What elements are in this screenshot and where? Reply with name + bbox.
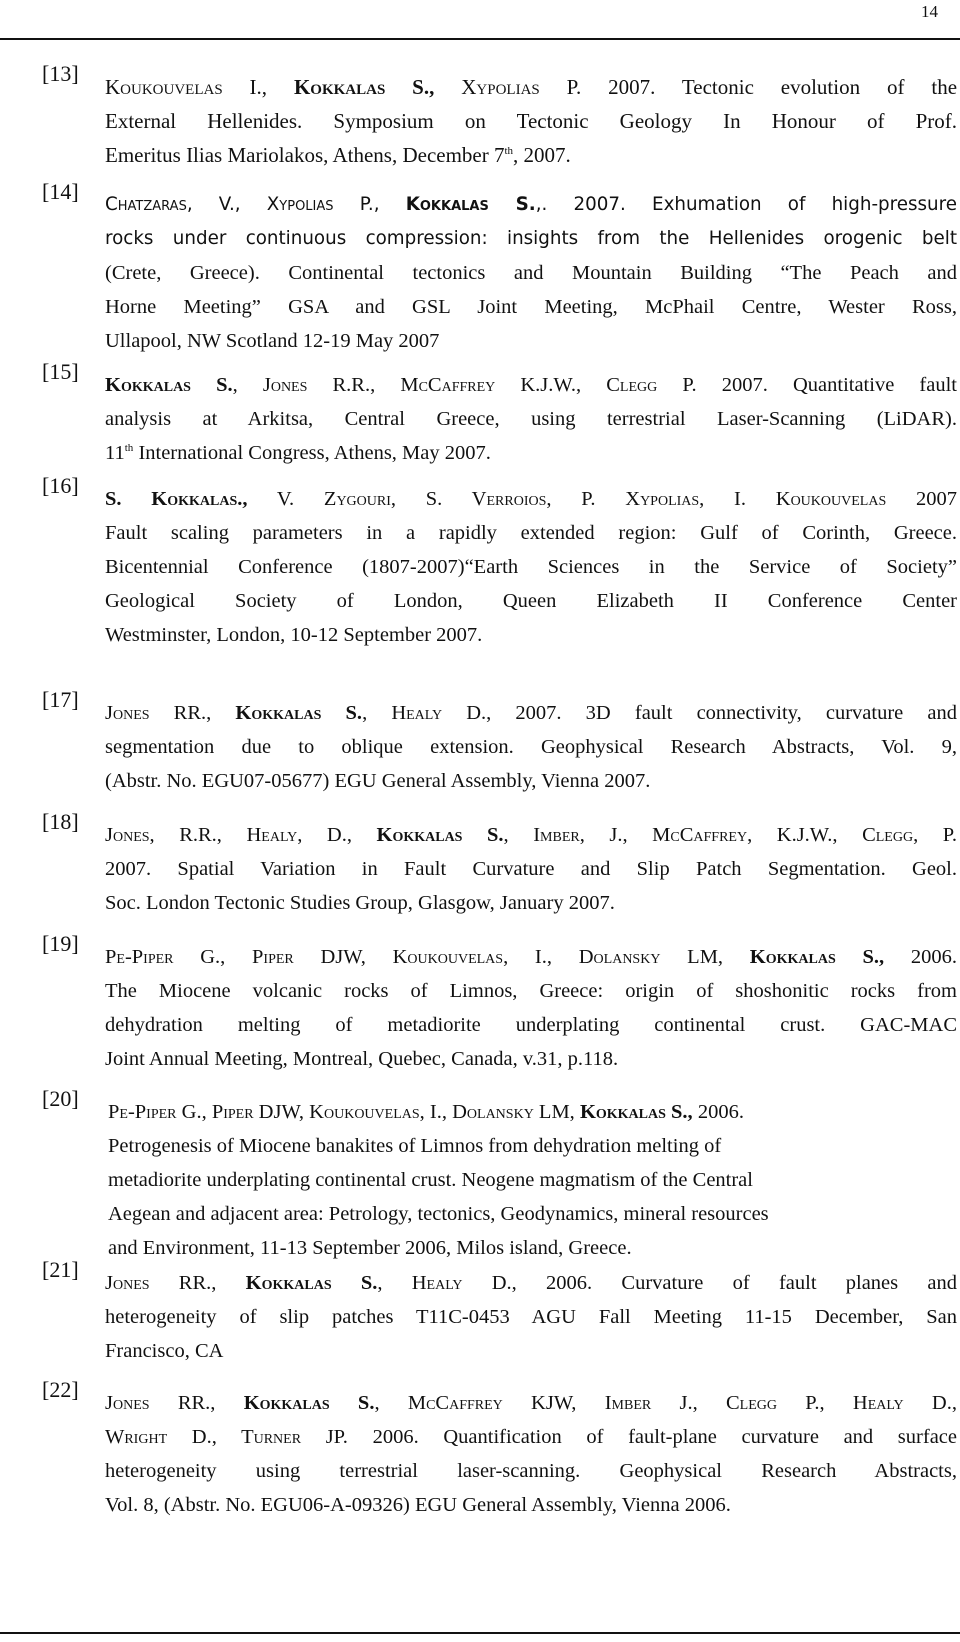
reference-text: Chatzaras, V., Xypolias P., Kokkalas S.,. 2007. Exhumation of high-pressure rocks under continuous compression: insights from the Hellenides orogenic belt (Crete, Greece). Continental tectonics and Mountain Building “The Peach and Horne Meeting” GSA and GSL Joint Meeting, McPhail Centre, Wester Ross, Ullapool, NW Scotland 12-19 May 2007 <box>105 194 957 352</box>
author: , Healy D. <box>362 702 487 724</box>
author: Jones RR., <box>105 1392 244 1414</box>
reference-number: [15] <box>42 359 79 384</box>
reference-number: [16] <box>42 473 79 498</box>
reference-text: Jones RR., Kokkalas S., Healy D., 2006. Curvature of fault planes and heterogeneity of slip patches T11C-0453 AGU Fall Meeting 11-15 December, San Francisco, CA <box>105 1272 957 1362</box>
author-highlight: Kokkalas S., <box>579 1101 693 1123</box>
author: Jones RR., <box>105 702 236 724</box>
reference-number: [19] <box>42 931 79 956</box>
author: Koukouvelas I., <box>105 75 294 99</box>
author-highlight: Kokkalas S. <box>245 1272 378 1294</box>
author: Xypolias P. <box>434 75 582 99</box>
author: Jones RR., <box>105 1272 246 1294</box>
page-number: 14 <box>921 2 938 21</box>
reference-number: [13] <box>42 61 79 86</box>
author: Pe-Piper G., Piper DJW, Koukouvelas, I., Dolansky LM, <box>108 1101 580 1123</box>
author-highlight: Kokkalas S. <box>105 374 233 396</box>
reference-number: [14] <box>42 179 79 204</box>
author: , McCaffrey KJW, Imber J., Clegg P., Healy D., <box>374 1392 957 1414</box>
reference-text: Pe-Piper G., Piper DJW, Koukouvelas, I., Dolansky LM, Kokkalas S., 2006. The Miocene volcanic rocks of Limnos, Greece: origin of shoshonitic rocks from dehydration melting of metadiorite underplating continental crust. GAC-MAC Joint Annual Meeting, Montreal, Quebec, Canada, v.31, p.118. <box>105 946 957 1070</box>
reference-text: Pe-Piper G., Piper DJW, Koukouvelas, I., Dolansky LM, Kokkalas S., 2006. Petrogenesis of Miocene banakites of Limnos from dehydration melting of metadiorite underplating continental crust. Neogene magmatism of the Central Aegean and adjacent area: Petrology, tectonics, Geodynamics, mineral resources and Environment, 11-13 September 2006, Milos island, Greece. <box>108 1101 769 1259</box>
author: , Jones R.R., McCaffrey K.J.W., Clegg P. <box>232 374 697 396</box>
reference-text: Jones, R.R., Healy, D., Kokkalas S., Imber, J., McCaffrey, K.J.W., Clegg, P. 2007. Spatial Variation in Fault Curvature and Slip Patch Segmentation. Geol. Soc. London Tectonic Studies Group, Glasgow, January 2007. <box>105 824 957 914</box>
reference-text: Kokkalas S., Jones R.R., McCaffrey K.J.W., Clegg P. 2007. Quantitative fault analysis at Arkitsa, Central Greece, using terrestrial Laser-Scanning (LiDAR). 11th International Congress, Athens, May 2007. <box>105 374 957 464</box>
author-highlight: Kokkalas S. <box>376 824 504 846</box>
author: Jones, R.R., Healy, D., <box>105 824 377 846</box>
author: Pe-Piper G., Piper DJW, Koukouvelas, I., Dolansky LM, <box>105 946 750 968</box>
author: V. Zygouri, S. Verroios, P. Xypolias, I. Koukouvelas <box>247 488 887 510</box>
reference-text: Jones RR., Kokkalas S., McCaffrey KJW, Imber J., Clegg P., Healy D., Wright D., Turner JP. 2006. Quantification of fault-plane curvature and surface heterogeneity using terrestrial laser-scanning. Geophysical Research Abstracts, Vol. 8, (Abstr. No. EGU06-A-09326) EGU General Assembly, Vienna 2006. <box>105 1392 957 1516</box>
reference-text: Koukouvelas I., Kokkalas S., Xypolias P. 2007. Tectonic evolution of the External Hellenides. Symposium on Tectonic Geology In Honour of Prof. Emeritus Ilias Mariolakos, Athens, December 7th, 2007. <box>105 75 958 167</box>
author: , Imber, J., McCaffrey, K.J.W., Clegg, P. <box>503 824 957 846</box>
footer-rule <box>0 1632 960 1634</box>
reference-number: [18] <box>42 809 79 834</box>
author: Chatzaras, V., Xypolias P., <box>105 194 406 215</box>
author-highlight: Kokkalas S. <box>243 1392 375 1414</box>
reference-number: [20] <box>42 1086 79 1111</box>
author: Wright D., Turner JP. <box>105 1426 348 1448</box>
author-highlight: Kokkalas S. <box>235 702 363 724</box>
author: , Healy D. <box>377 1272 512 1294</box>
author-highlight: Kokkalas S., <box>749 946 885 968</box>
reference-number: [17] <box>42 687 79 712</box>
reference-text: Jones RR., Kokkalas S., Healy D., 2007. 3D fault connectivity, curvature and segmentation due to oblique extension. Geophysical Research Abstracts, Vol. 9, (Abstr. No. EGU07-05677) EGU General Assembly, Vienna 2007. <box>105 702 957 792</box>
author-highlight: Kokkalas S. <box>405 194 536 215</box>
header-rule <box>0 38 960 40</box>
author-highlight: S. Kokkalas., <box>105 488 248 510</box>
author-highlight: Kokkalas S., <box>293 75 435 99</box>
reference-text: S. Kokkalas., V. Zygouri, S. Verroios, P. Xypolias, I. Koukouvelas 2007 Fault scaling parameters in a rapidly extended region: Gulf of Corinth, Greece. Bicentennial Conference (1807-2007)“Earth Sciences in the Service of Society” Geological Society of London, Queen Elizabeth II Conference Center Westminster, London, 10-12 September 2007. <box>105 488 957 646</box>
reference-number: [21] <box>42 1257 79 1282</box>
reference-number: [22] <box>42 1377 79 1402</box>
